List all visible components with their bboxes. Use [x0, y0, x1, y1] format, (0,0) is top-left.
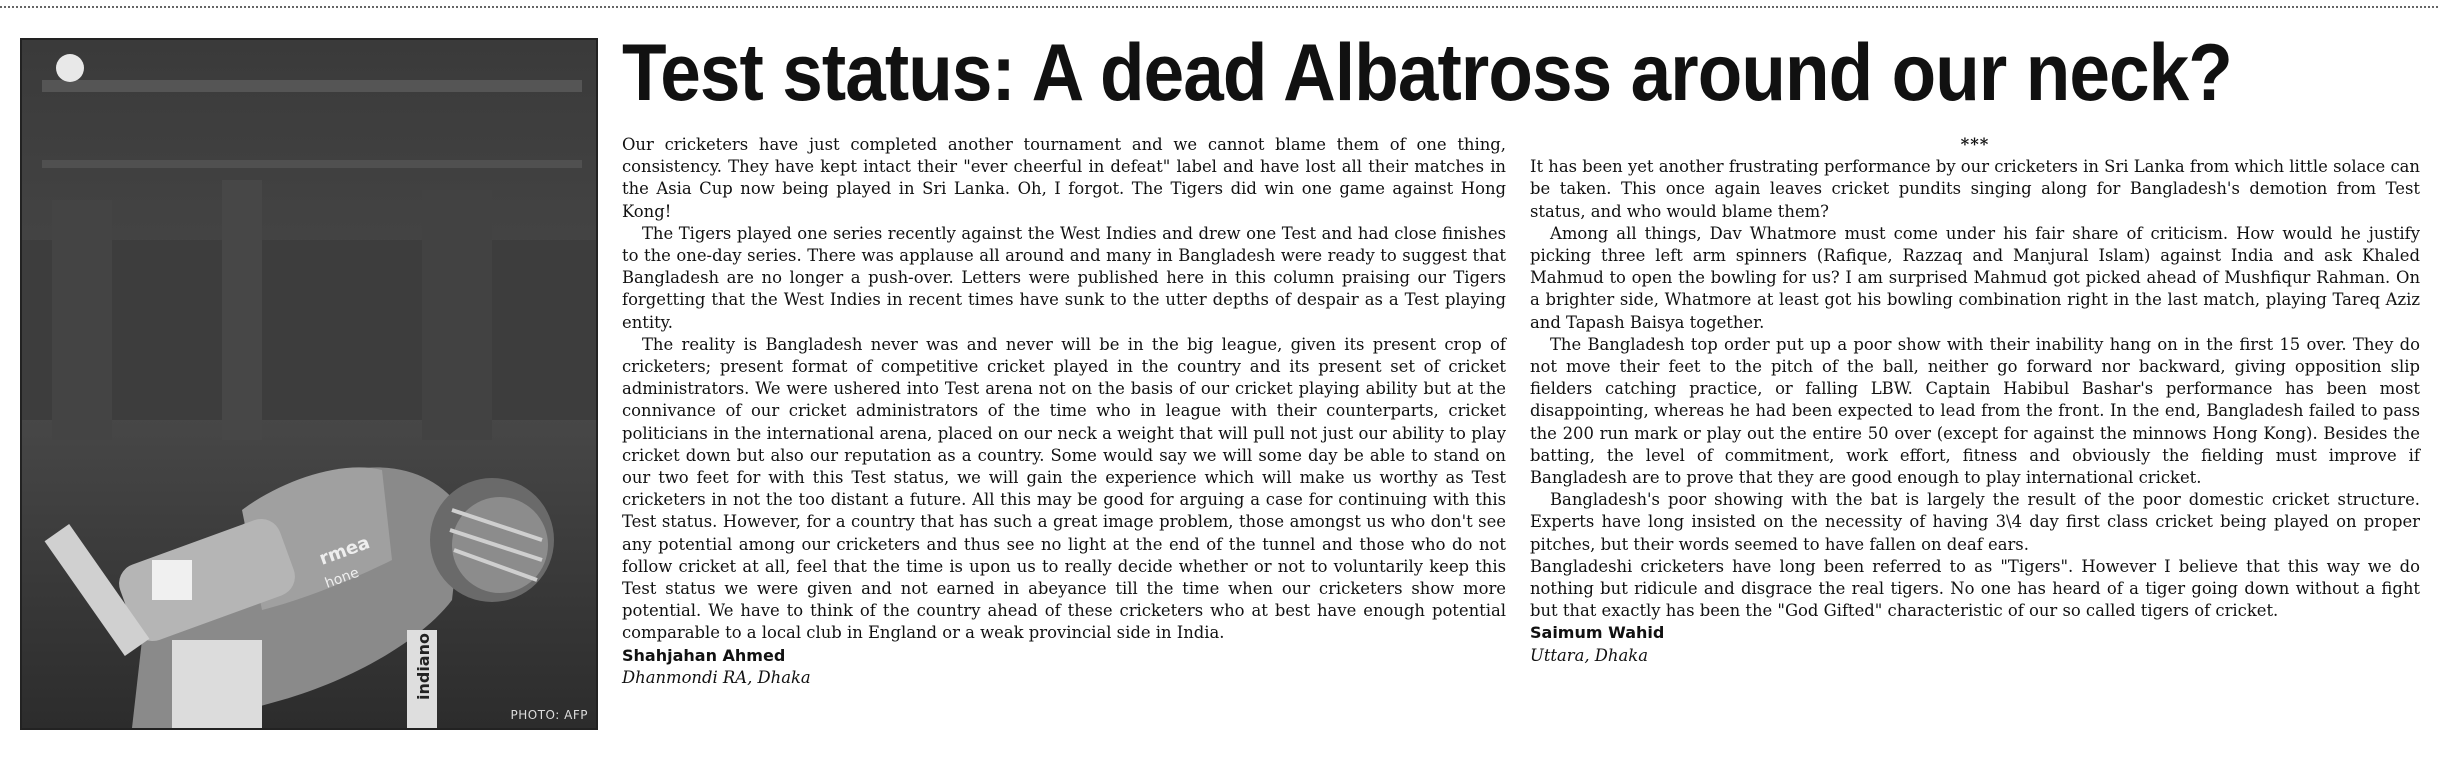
shirt-sponsor-text-2: hone	[322, 564, 362, 592]
top-dotted-rule	[0, 6, 2438, 8]
letter-1	[622, 134, 1506, 689]
photo-credit: PHOTO: AFP	[510, 708, 588, 722]
headline: Test status: A dead Albatross around our neck?	[622, 28, 2232, 118]
letter-separator: ***	[1960, 135, 1990, 154]
cricket-ball-icon	[56, 54, 84, 82]
letter-2-address: Uttara, Dhaka	[1530, 645, 1648, 665]
letter-2-paragraph-2: Among all things, Dav Whatmore must come under his fair share of criticism. How would he justify picking three left arm spinners (Rafique, Razzaq and Manjural Islam) against India and ask Khaled Mahmud to open the bowling for us? I am surprised Mahmud got picked ahead of Mushfiqur Rahman. On a brighter side, Whatmore at least got his bowling combination right in the last match, playing Tareq Aziz and Tapash Baisya together.	[1530, 223, 2420, 332]
letter-2-paragraph-5: Bangladeshi cricketers have long been referred to as "Tigers". However I believe that this way we do nothing but ridicule and disgrace the real tigers. No one has heard of a tiger going down without a fight but that exactly has been the "God Gifted" characteristic of our so called tigers of cricket.	[1530, 556, 2420, 621]
shirt-sponsor-text: rmea	[316, 532, 373, 570]
letter-2-paragraph-4: Bangladesh's poor showing with the bat is largely the result of the poor domestic cricket structure. Experts have long insisted on the necessity of having 3\4 day first class cricket being played on proper pitches, but their words seemed to have fallen on deaf ears.	[1530, 490, 2420, 554]
letter-1-paragraph-3: The reality is Bangladesh never was and never will be in the big league, given its present crop of cricketers; present format of competitive cricket played in the country and its present set of cricket administrators. We were ushered into Test arena not on the basis of our cricket playing ability but at the connivance of our cricket administrators of the time who in league with their counterparts, cricket politicians in the international arena, placed on our neck a weight that will pull not just our ability to play cricket down but also our reputation as a country. Some would say we will some day be able to stand on our two feet for with this Test status, we will gain the experience which will make us worthy as Test cricketers in not the too distant a future. All this may be good for arguing a case for continuing with this Test status. However, for a country that has such a great image problem, those amongst us who don't see any potential among our cricketers and thus see no light at the end of the tunnel and those who do not follow cricket at all, feel that the time is upon us to really decide whether or not to voluntarily keep this Test status we were given and not earned in abeyance till the time when our cricketers show more potential. We have to think of the country ahead of these cricketers who at best have enough potential comparable to a local club in England or a weak provincial side in India.	[622, 334, 1506, 643]
letter-2-paragraph-3: The Bangladesh top order put up a poor show with their inability hang on in the first 15 over. They do not move their feet to the pitch of the ball, neither go forward nor backward, giving opposition slip fielders catching practice, or falling LBW. Captain Habibul Bashar's performance has been most disappointing, whereas he had been expected to lead from the front. In the end, Bangladesh failed to pass the 200 run mark or play out the entire 50 over (except for against the minnows Hong Kong). Besides the batting, the level of commitment, work effort, fitness and obviously the fielding must improve if Bangladesh are to prove that they are good enough to play international cricket.	[1530, 334, 2420, 488]
cricketer-batting-illustration	[22, 40, 596, 728]
letter-2	[1530, 134, 2420, 667]
letter-2-paragraph-1: It has been yet another frustrating performance by our cricketers in Sri Lanka from which little solace can be taken. This once again leaves cricket pundits singing along for Bangladesh's demotion from Test status, and who would blame them?	[1530, 157, 2420, 221]
letter-2-author: Saimum Wahid	[1530, 623, 1665, 643]
bat-logo-text: indiano	[414, 633, 433, 700]
cricket-photo	[20, 38, 598, 730]
letter-1-author: Shahjahan Ahmed	[622, 645, 786, 665]
letter-1-address: Dhanmondi RA, Dhaka	[622, 667, 811, 687]
letter-1-paragraph-2: The Tigers played one series recently against the West Indies and drew one Test and had close finishes to the one-day series. There was applause all around and many in Bangladesh were ready to suggest that Bangladesh are no longer a push-over. Letters were published here in this column praising our Tigers forgetting that the West Indies in recent times have sunk to the utter depths of despair as a Test playing entity.	[622, 223, 1506, 332]
letter-1-paragraph-1: Our cricketers have just completed another tournament and we cannot blame them of one thing, consistency. They have kept intact their "ever cheerful in defeat" label and have lost all their matches in the Asia Cup now being played in Sri Lanka. Oh, I forgot. The Tigers did win one game against Hong Kong!	[622, 135, 1506, 221]
